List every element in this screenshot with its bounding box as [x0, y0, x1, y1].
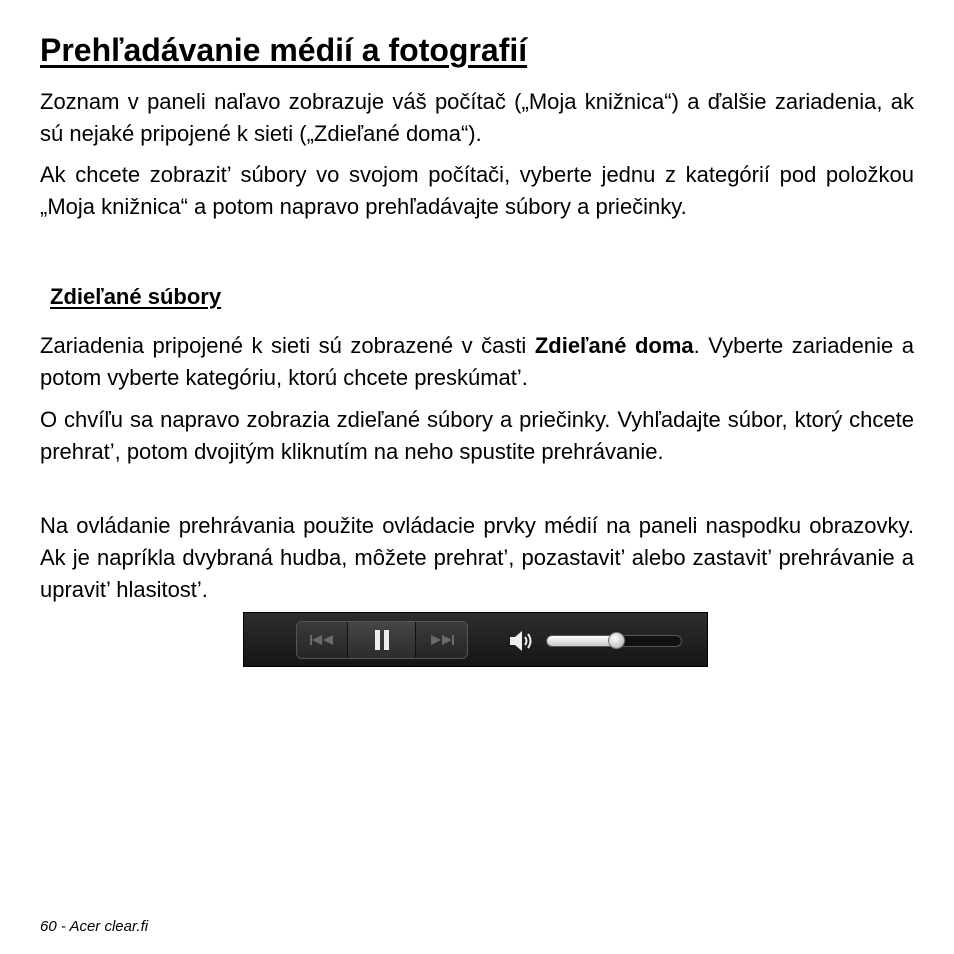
- paragraph-browse-computer: Ak chcete zobrazit’ súbory vo svojom počítači, vyberte jednu z kategórií pod položkou „Moja knižnica“ a potom napravo prehľadávajte súbory a priečinky.: [40, 162, 914, 219]
- paragraph-shared-files: O chvíľu sa napravo zobrazia zdieľané súbory a priečinky. Vyhľadajte súbor, ktorý chcete prehrat’, potom dvojitým kliknutím na neho spustite prehrávanie.: [40, 407, 914, 464]
- pause-button[interactable]: [348, 622, 416, 658]
- pause-icon: [373, 629, 391, 651]
- previous-button[interactable]: [297, 622, 348, 658]
- paragraph-network-devices: [40, 330, 914, 394]
- bold-term-shared-home: Zdieľané doma: [534, 333, 694, 358]
- paragraph-text: Zariadenia pripojené k sieti sú zobrazené v časti: [40, 333, 535, 358]
- media-control-bar: [243, 612, 708, 667]
- volume-slider-fill: [547, 636, 618, 646]
- skip-back-icon: [309, 634, 335, 646]
- paragraph-library-list: Zoznam v paneli naľavo zobrazuje váš počítač („Moja knižnica“) a ďalšie zariadenia, ak sú nejaké pripojené k sieti („Zdieľané doma“).: [40, 89, 914, 146]
- page-title: Prehľadávanie médií a fotografií: [40, 32, 528, 68]
- playback-button-group: [296, 621, 468, 659]
- skip-forward-icon: [429, 634, 455, 646]
- paragraph-playback-controls: Na ovládanie prehrávania použite ovládacie prvky médií na paneli naspodku obrazovky. Ak je napríkla dvybraná hudba, môžete prehrat’, pozastavit’ alebo zastavit’ prehrávanie a upravit’ hlasitost’.: [40, 513, 914, 602]
- paragraph-text: . Vyberte zariadenie a potom vyberte kategóriu, ktorú chcete preskúmat’.: [40, 333, 914, 390]
- next-button[interactable]: [416, 622, 467, 658]
- page-footer: 60 - Acer clear.fi: [40, 918, 149, 935]
- volume-icon[interactable]: [509, 629, 535, 653]
- section-title-shared-files: Zdieľané súbory: [50, 284, 222, 309]
